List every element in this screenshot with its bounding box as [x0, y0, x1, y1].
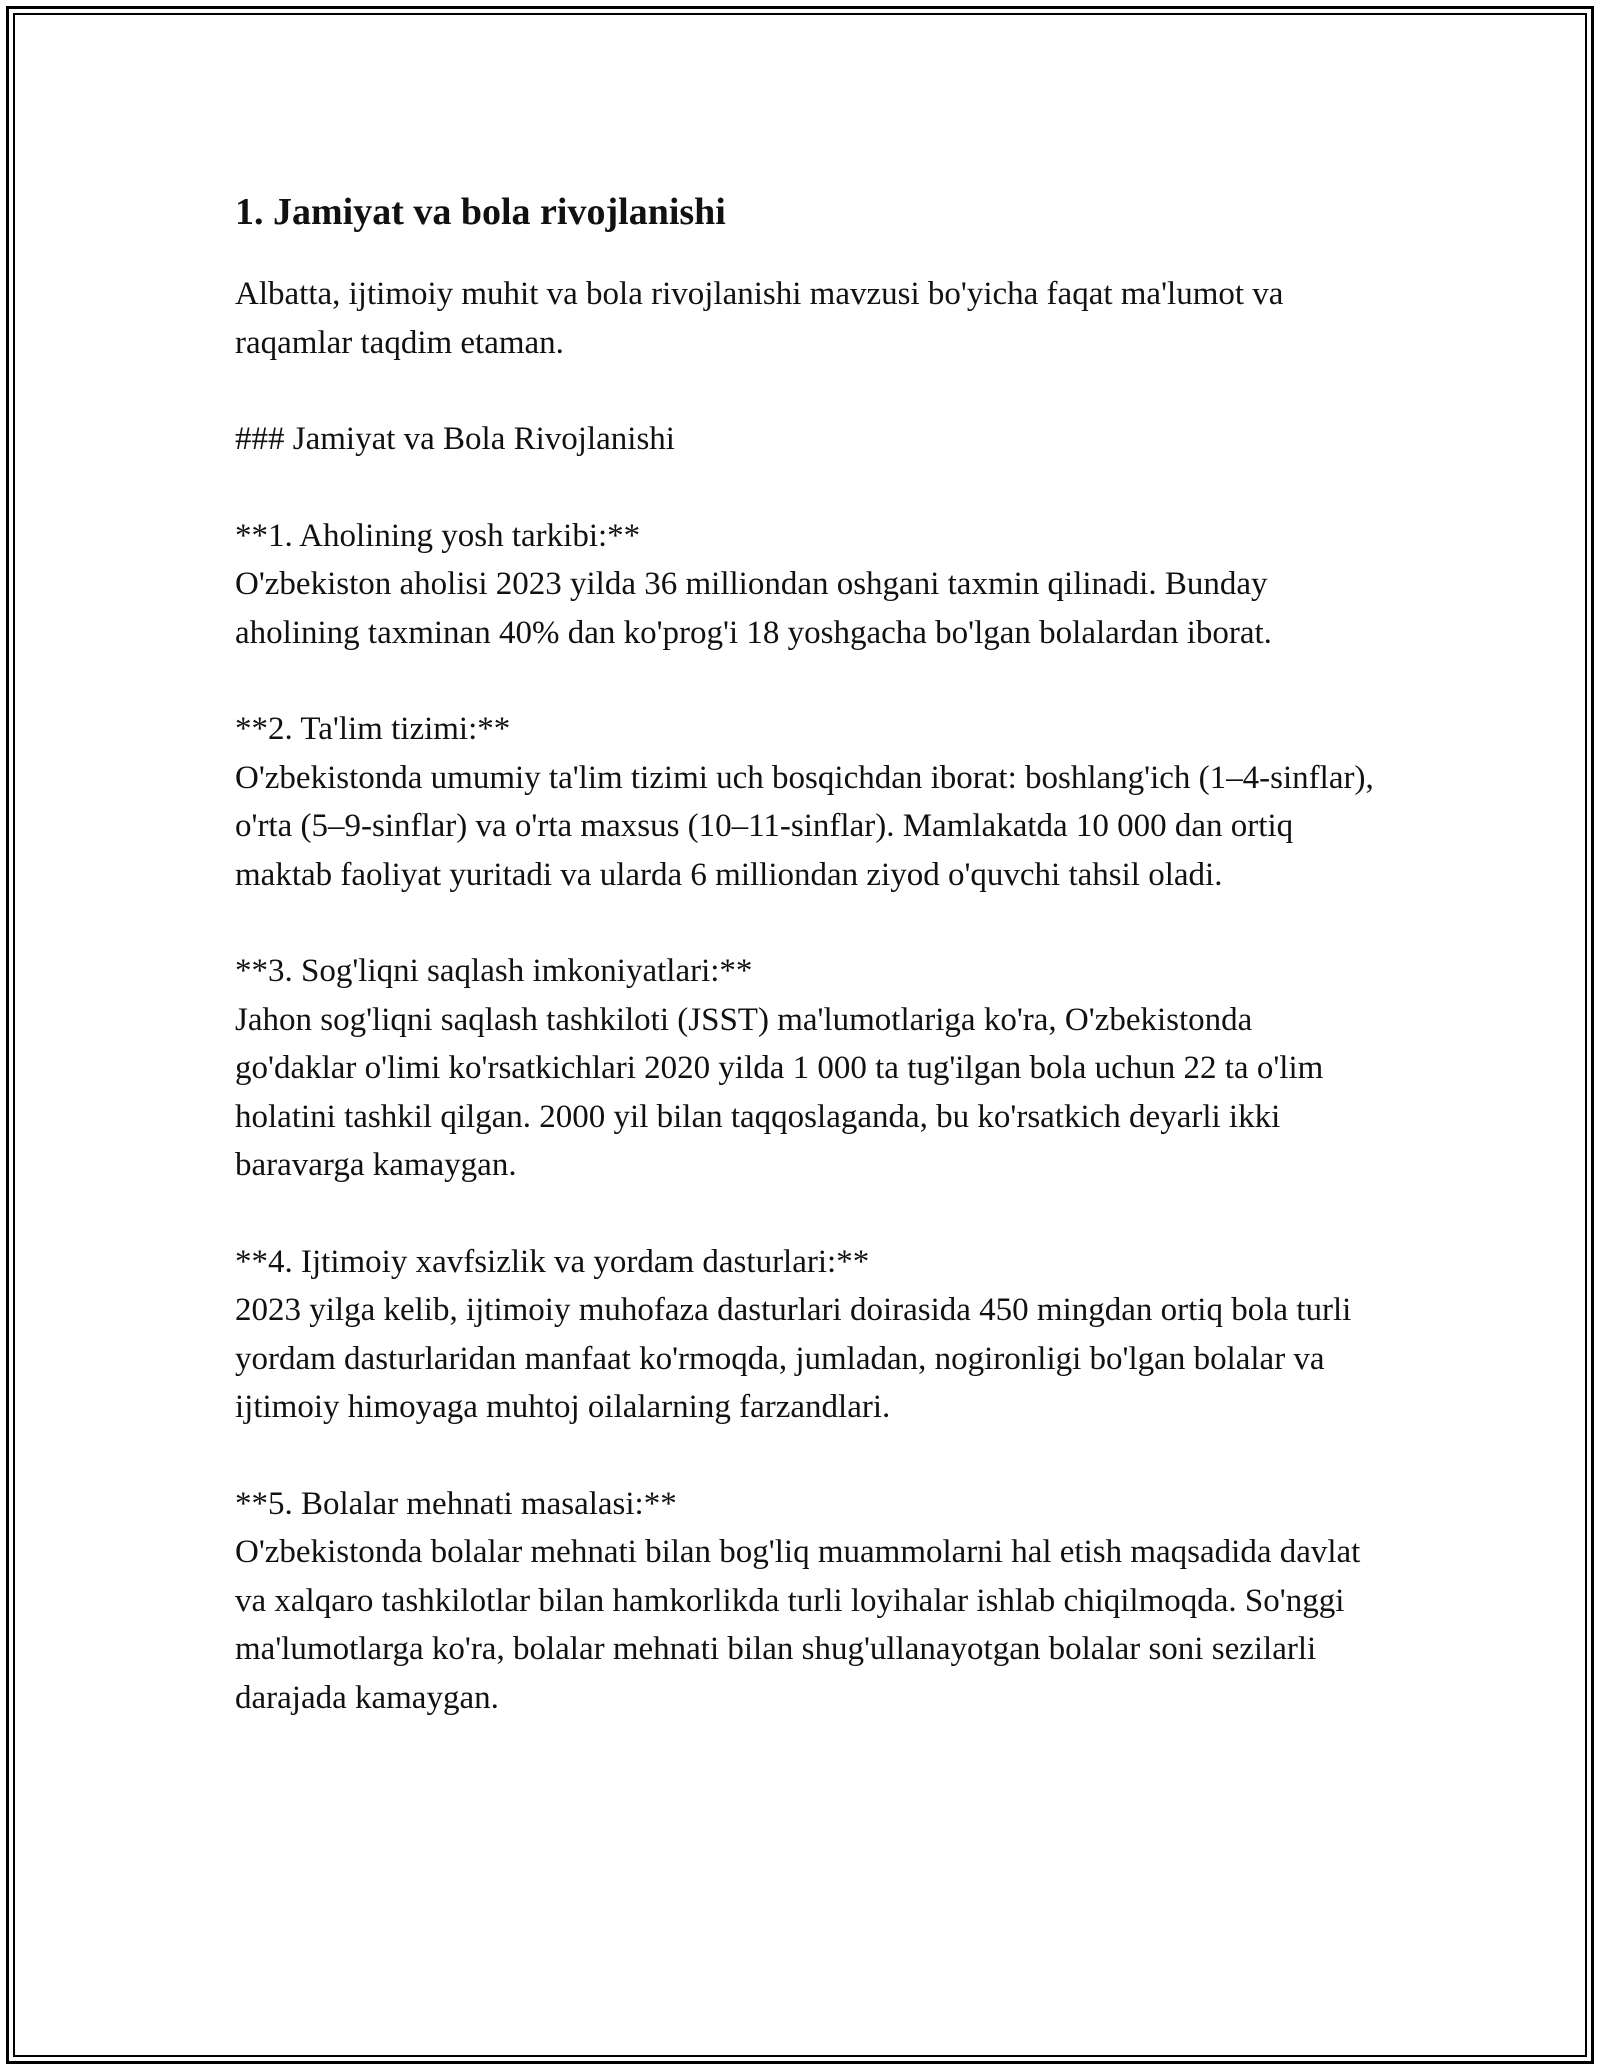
section-heading: **4. Ijtimoiy xavfsizlik va yordam dasturlari:** [235, 1243, 870, 1280]
document-content [235, 188, 1375, 1770]
section-body: O'zbekistonda bolalar mehnati bilan bog'liq muammolarni hal etish maqsadida davlat va xalqaro tashkilotlar bilan hamkorlikda turli loyihalar ishlab chiqilmoqda. So'nggi ma'lumotlarga ko'ra, bolalar mehnati bilan shug'ullanayotgan bolalar soni sezilarli darajada kamaygan. [235, 1534, 1361, 1716]
section-2 [235, 705, 1375, 899]
section-body: 2023 yilga kelib, ijtimoiy muhofaza dasturlari doirasida 450 mingdan ortiq bola turli yordam dasturlaridan manfaat ko'rmoqda, jumladan, nogironligi bo'lgan bolalar va ijtimoiy himoyaga muhtoj oilalarning farzandlari. [235, 1292, 1352, 1425]
section-1 [235, 512, 1375, 658]
document-title: 1. Jamiyat va bola rivojlanishi [235, 191, 726, 233]
subheading: ### Jamiyat va Bola Rivojlanishi [235, 421, 675, 457]
section-heading: **5. Bolalar mehnati masalasi:** [235, 1485, 677, 1522]
section-heading: **2. Ta'lim tizimi:** [235, 711, 511, 747]
section-heading: **1. Aholining yosh tarkibi:** [235, 517, 641, 554]
section-body: Jahon sog'liqni saqlash tashkiloti (JSST) ma'lumotlariga ko'ra, O'zbekistonda go'daklar o'limi ko'rsatkichlari 2020 yilda 1 000 ta tug'ilgan bola uchun 22 ta o'lim holatini tashkil qilgan. 2000 yil bilan taqqoslaganda, bu ko'rsatkich deyarli ikki baravarga kamaygan. [235, 1001, 1324, 1183]
section-body: O'zbekiston aholisi 2023 yilda 36 milliondan oshgani taxmin qilinadi. Bunday aholining taxminan 40% dan ko'prog'i 18 yoshgacha bo'lgan bolalardan iborat. [235, 566, 1272, 651]
section-5 [235, 1480, 1375, 1723]
section-4 [235, 1238, 1375, 1432]
section-heading: **3. Sog'liqni saqlash imkoniyatlari:** [235, 953, 753, 989]
section-3 [235, 947, 1375, 1190]
section-body: O'zbekistonda umumiy ta'lim tizimi uch bosqichdan iborat: boshlang'ich (1–4-sinflar), o'rta (5–9-sinflar) va o'rta maxsus (10–11-sinflar). Mamlakatda 10 000 dan ortiq maktab faoliyat yuritadi va ularda 6 milliondan ziyod o'quvchi tahsil oladi. [235, 759, 1374, 893]
intro-paragraph: Albatta, ijtimoiy muhit va bola rivojlanishi mavzusi bo'yicha faqat ma'lumot va raqamlar taqdim etaman. [235, 276, 1284, 361]
